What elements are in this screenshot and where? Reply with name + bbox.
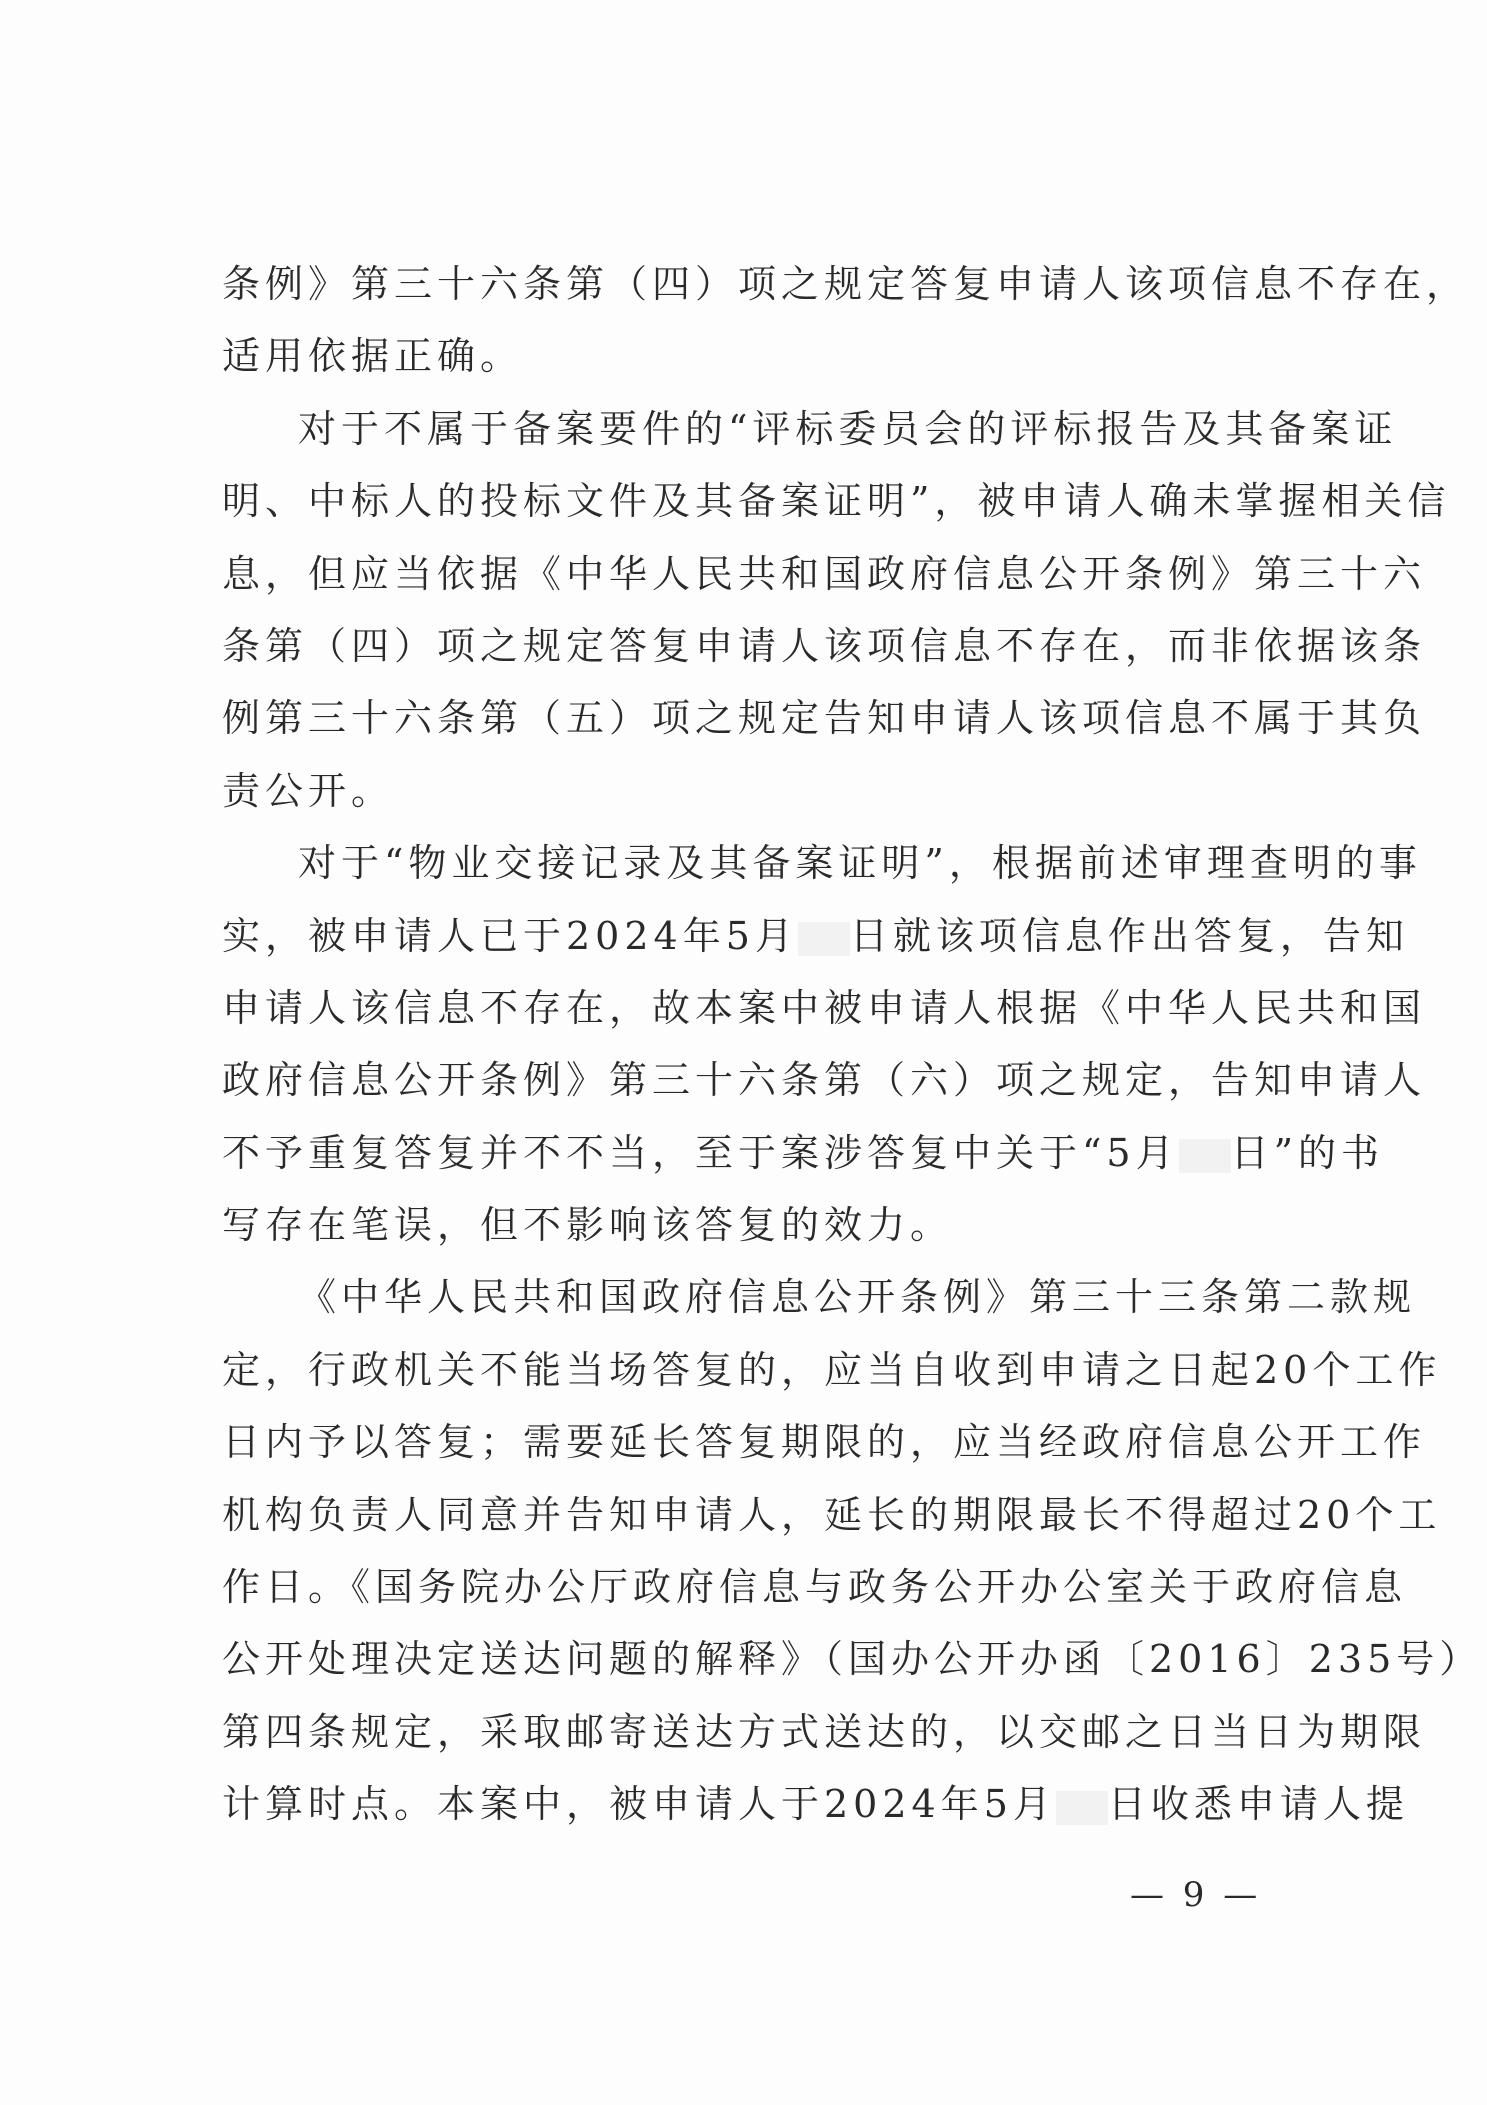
text-segment: 实，被申请人已于2024年5月 [222,913,798,958]
text-segment: 日就该项信息作出答复，告知 [849,913,1409,958]
paragraph-start-line: 《中华人民共和国政府信息公开条例》第三十三条第二款规 [298,1275,1417,1320]
text-line: 条例》第三十六条第（四）项之规定答复申请人该项信息不存在， [222,262,1470,306]
text-segment: 日收悉申请人提 [1107,1782,1409,1827]
text-line: 机构负责人同意并告知申请人，延长的期限最长不得超过20个工 [222,1492,1442,1537]
text-segment: 计算时点。本案中，被申请人于2024年5月 [222,1782,1056,1827]
text-line: 息，但应当依据《中华人民共和国政府信息公开条例》第三十六 [222,551,1427,596]
text-line: 责公开。 [222,768,395,813]
text-line: 日内予以答复；需要延长答复期限的，应当经政府信息公开工作 [222,1420,1427,1465]
text-line: 适用依据正确。 [222,334,524,379]
paragraph-start-line: 对于不属于备案要件的“评标委员会的评标报告及其备案证 [298,406,1398,451]
text-line: 第四条规定，采取邮寄送达方式送达的，以交邮之日当日为期限 [222,1709,1427,1754]
text-line: 例第三十六条第（五）项之规定告知申请人该项信息不属于其负 [222,696,1427,741]
body-text [222,248,1483,1841]
redaction-box [798,922,850,956]
text-line [222,900,1409,972]
paragraph-start-line: 对于“物业交接记录及其备案证明”，根据前述审理查明的事 [298,841,1422,886]
text-segment: 不予重复答复并不不当，至于案涉答复中关于“5月 [222,1130,1179,1175]
text-line: 申请人该信息不存在，故本案中被申请人根据《中华人民共和国 [222,985,1427,1030]
redaction-box [1179,1139,1231,1173]
text-line [222,1768,1409,1840]
text-line: 定，行政机关不能当场答复的，应当自收到申请之日起20个工作 [222,1347,1442,1392]
text-line: 政府信息公开条例》第三十六条第（六）项之规定，告知申请人 [222,1058,1427,1103]
page-number: — 9 — [1130,1875,1262,1915]
text-line: 公开处理决定送达问题的解释》（国办公开办函〔2016〕235号） [222,1637,1483,1682]
text-line [222,1117,1385,1189]
redaction-box [1056,1791,1108,1825]
text-line: 作日。《国务院办公厅政府信息与政务公开办公室关于政府信息 [222,1565,1408,1610]
text-line: 写存在笔误，但不影响该答复的效力。 [222,1203,954,1248]
text-segment: 日”的书 [1230,1130,1385,1175]
text-line: 明、中标人的投标文件及其备案证明”，被申请人确未掌握相关信 [222,479,1451,524]
text-line: 条第（四）项之规定答复申请人该项信息不存在，而非依据该条 [222,623,1427,668]
